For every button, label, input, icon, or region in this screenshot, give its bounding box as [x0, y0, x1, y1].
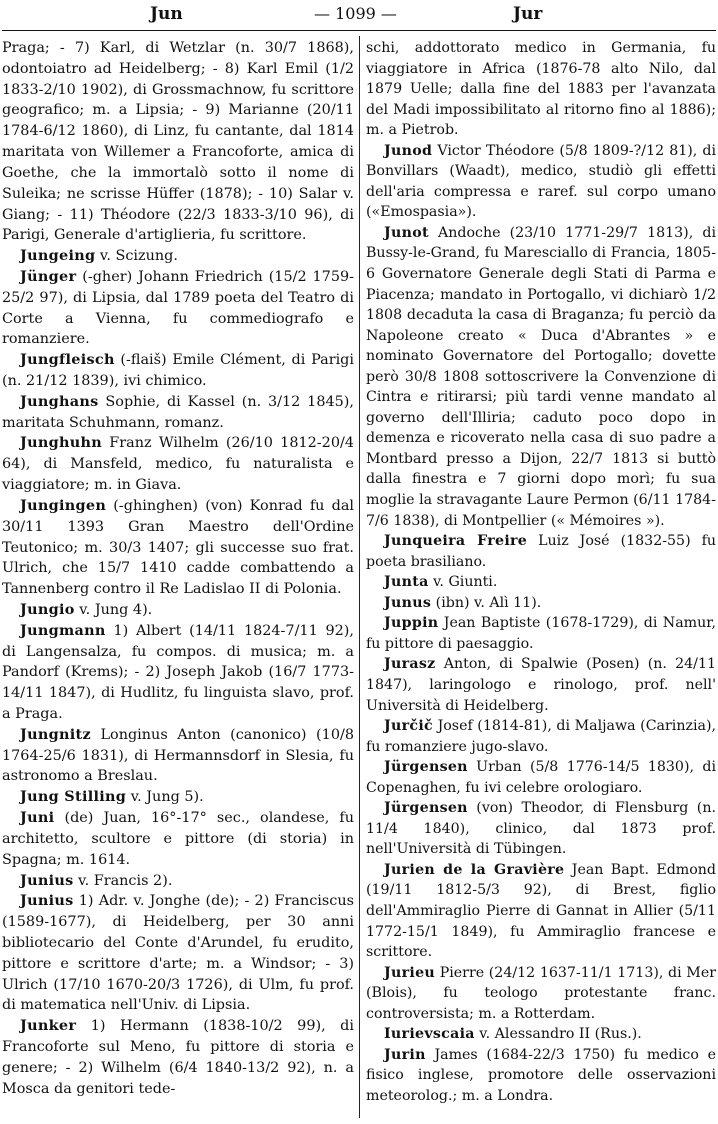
header-rule	[2, 30, 716, 31]
entry-text: v. Jung 4).	[74, 601, 153, 618]
entry-headword: Jungnitz	[20, 725, 91, 743]
entry-text: v. Scizung.	[95, 248, 178, 265]
entry-text: Franz Wilhelm (26/10 1812-20/4 64), di Mansfeld, medico, fu naturalista e viaggiatore; m. in Giava.	[2, 435, 354, 494]
entry-text: 1) Adr. v. Jonghe (de); - 2) Franciscus (1589-1677), di Heidelberg, per 30 anni bibliotecario del Conte d'Arundel, fu erudito, pittore e scrittore d'arte; m. a Windsor; - 3) Ulrich (17/10 1670-20/3 1726), di Ulm, fu prof. di matematica nell'Univ. di Lipsia.	[2, 893, 354, 1014]
entry-headword: Jurien de la Gravière	[384, 861, 565, 878]
header-right-guideword: Jur	[513, 4, 543, 24]
entry-text: Josef (1814-81), di Maljawa (Carinzia), fu romanziere jugo-slavo.	[366, 718, 716, 755]
entry-headword: Jurieu	[384, 964, 436, 981]
entry	[366, 963, 716, 1025]
entry-text: Urban (5/8 1776-14/5 1830), di Copenaghen, fu ivi celebre orologiaro.	[366, 759, 716, 796]
entry-text: Jean Bapt. Edmond (19/11 1812-5/3 92), di Brest, figlio dell'Ammiraglio Pierre di Gannat in Allier (5/11 1772-15/1 1849), fu Ammiraglio francese e scrittore.	[366, 861, 716, 961]
entry	[2, 496, 354, 600]
entry	[366, 1045, 716, 1107]
entry-text: schi, addottorato medico in Germania, fu viaggiatore in Africa (1876-78 alto Nilo, dal 1879 Uelle; dalla fine del 1883 per l'avanzata del Madi impossibilitato al ritorno fino al 1886); m. a Pietrob.	[366, 40, 716, 139]
entry-headword: Junius	[20, 871, 74, 889]
entry	[366, 223, 716, 531]
entry-text: James (1684-22/3 1750) fu medico e fisico inglese, promotore delle osservazioni meteorolog.; m. a Londra.	[366, 1046, 716, 1104]
entry-text: v. Alessandro II (Rus.).	[474, 1026, 642, 1043]
entry-headword: Jurčič	[384, 718, 433, 735]
entry-text: Longinus Anton (canonico) (10/8 1764-25/6 1831), di Hermannsdorf in Slesia, fu astronomo a Breslau.	[2, 726, 354, 785]
left-column	[2, 38, 354, 1099]
entry	[366, 531, 716, 572]
entry-text: (ibn) v. Alì 11).	[431, 594, 542, 611]
entry-headword: Juni	[20, 809, 55, 827]
entry-text: Anton, di Spalwie (Posen) (n. 24/11 1847), laringologo e rinologo, prof. nell' Università di Heidelberg.	[366, 656, 716, 714]
entry	[366, 1024, 716, 1045]
entry	[366, 593, 716, 614]
entry-text: (de) Juan, 16°-17° sec., olandese, fu architetto, scultore e pittore (di storia) in Spagna; m. 1614.	[2, 810, 354, 868]
entry	[2, 350, 354, 392]
entry-headword: Juppin	[384, 615, 439, 632]
entry-headword: Iurievscaia	[384, 1026, 475, 1043]
entry-text: Praga; - 7) Karl, di Wetzlar (n. 30/7 1868), odontoiatro ad Heidelberg; - 8) Karl Emil (1/2 1833-2/10 1902), di Grossmachnow, fu scrittore geografico; m. a Lipsia; - 9) Marianne (20/11 1784-6/12 1860), di Linz, fu cantante, dal 1814 maritata von Willemer a Francoforte, amica di Goethe, che la immortalò sotto il nome di Suleika; ne scrisse Hüffer (1878); - 10) Salar v. Giang; - 11) Théodore (22/3 1833-3/10 96), di Parigi, Generale d'artiglieria, fu scrittore.	[2, 40, 354, 244]
entry-headword: Jurin	[384, 1046, 426, 1063]
entry-headword: Jungingen	[20, 496, 107, 514]
entry-headword: Junghuhn	[20, 434, 103, 452]
entry-headword: Jünger	[20, 267, 77, 285]
entry-headword: Jung Stilling	[20, 788, 127, 806]
entry	[2, 871, 354, 892]
entry	[366, 716, 716, 757]
entry-text: Andoche (23/10 1771-29/7 1813), di Bussy-le-Grand, fu Maresciallo di Francia, 1805-6 Governatore Generale degli Stati di Parma e Piacenza; mandato in Portogallo, vi dichiarò 1/2 1808 decaduta la casa di Braganza; fu perciò da Napoleone creato « Duca d'Abrantes » e nominato Governatore del Portogallo; dovette però 30/8 1808 sottoscrivere la Convenzione di Cintra e ritirarsi; più tardi venne mandato al governo dell'Illiria; caduto poco dopo in demenza e ricoverato nella casa di suo padre a Montbard presso a Dijon, 22/7 1813 si buttò dalla finestra e 7 giorni dopo morì; fu sua moglie la stravagante Laure Permon (6/11 1784-7/6 1838), di Montpellier (« Mémoires »).	[366, 224, 716, 529]
entry-text: Pierre (24/12 1637-11/1 1713), di Mer (Blois), fu teologo protestante franc. controversista; m. a Rotterdam.	[366, 964, 716, 1022]
entry	[366, 38, 716, 141]
entry-headword: Jürgensen	[384, 800, 468, 817]
entry	[366, 141, 716, 223]
entry-headword: Jungio	[20, 600, 75, 618]
entry-headword: Junius	[20, 892, 74, 910]
entry	[2, 38, 354, 246]
entry	[366, 572, 716, 593]
entry	[2, 600, 354, 621]
entry	[2, 808, 354, 870]
entry	[2, 433, 354, 495]
entry-text: v. Giunti.	[428, 574, 498, 591]
entry-headword: Jurasz	[384, 656, 436, 673]
entry-text: (-gher) Johann Friedrich (15/2 1759-25/2 97), di Lipsia, dal 1789 poeta del Teatro di Corte a Vienna, fu commediografo e romanziere.	[2, 268, 354, 348]
entry	[2, 246, 354, 267]
entry-text: (-flaiš) Emile Clément, di Parigi (n. 21/12 1839), ivi chimico.	[2, 352, 354, 389]
entry-headword: Jürgensen	[384, 759, 468, 776]
entry	[2, 1016, 354, 1099]
entry	[366, 654, 716, 716]
entry	[2, 621, 354, 725]
column-divider	[359, 36, 360, 1118]
entry-text: Luiz José (1832-55) fu poeta brasiliano.	[366, 533, 716, 570]
entry	[2, 725, 354, 787]
header-left-guideword: Jun	[150, 4, 183, 24]
page-number: — 1099 —	[314, 4, 397, 23]
entry-text: Victor Théodore (5/8 1809-?/12 81), di Bonvillars (Waadt), medico, studiò gli effetti dell'aria compressa e raref. sul corpo umano («Emospasia»).	[366, 142, 716, 221]
entry	[2, 392, 354, 434]
entry-headword: Junot	[384, 224, 429, 241]
entry-text: (von) Theodor, di Flensburg (n. 11/4 1840), clinico, dal 1873 prof. nell'Università di Tübingen.	[366, 800, 716, 858]
entry-text: Sophie, di Kassel (n. 3/12 1845), maritata Schuhmann, romanz.	[2, 393, 354, 431]
entry	[2, 267, 354, 350]
page-header	[0, 4, 718, 26]
entry-headword: Jungfleisch	[20, 351, 115, 369]
entry-headword: Jungeing	[20, 247, 96, 265]
entry-headword: Junod	[384, 142, 433, 159]
entry-headword: Jungmann	[20, 621, 106, 639]
right-column	[366, 38, 716, 1106]
entry-text: 1) Hermann (1838-10/2 99), di Francoforte sul Meno, fu pittore di storia e genere; - 2) Wilhelm (6/4 1840-13/2 92), n. a Mosca da genitori tede-	[2, 1018, 354, 1097]
entry-text: 1) Albert (14/11 1824-7/11 92), di Langensalza, fu compos. di musica; m. a Pandorf (Krems); - 2) Joseph Jakob (16/7 1773-14/11 1847), di Hudlitz, fu linguista slavo, prof. a Praga.	[2, 622, 354, 722]
entry-headword: Junus	[384, 594, 432, 611]
entry-text: v. Francis 2).	[73, 872, 173, 889]
entry-text: (-ghinghen) (von) Konrad fu dal 30/11 1393 Gran Maestro dell'Ordine Teutonico; m. 30/3 1407; gli successe suo frat. Ulrich, che 15/7 1410 cadde combattendo a Tannenberg contro il Re Ladislao II di Polonia.	[2, 497, 354, 598]
entry-headword: Junghans	[20, 392, 99, 410]
entry	[2, 891, 354, 1016]
entry-headword: Junqueira Freire	[384, 533, 528, 550]
entry	[366, 860, 716, 963]
entry	[2, 787, 354, 808]
entry-headword: Junta	[384, 574, 429, 591]
entry	[366, 757, 716, 798]
entry	[366, 798, 716, 860]
entry-headword: Junker	[20, 1017, 77, 1035]
entry	[366, 613, 716, 654]
entry-text: Jean Baptiste (1678-1729), di Namur, fu pittore di paesaggio.	[366, 615, 716, 652]
entry-text: v. Jung 5).	[126, 789, 204, 806]
